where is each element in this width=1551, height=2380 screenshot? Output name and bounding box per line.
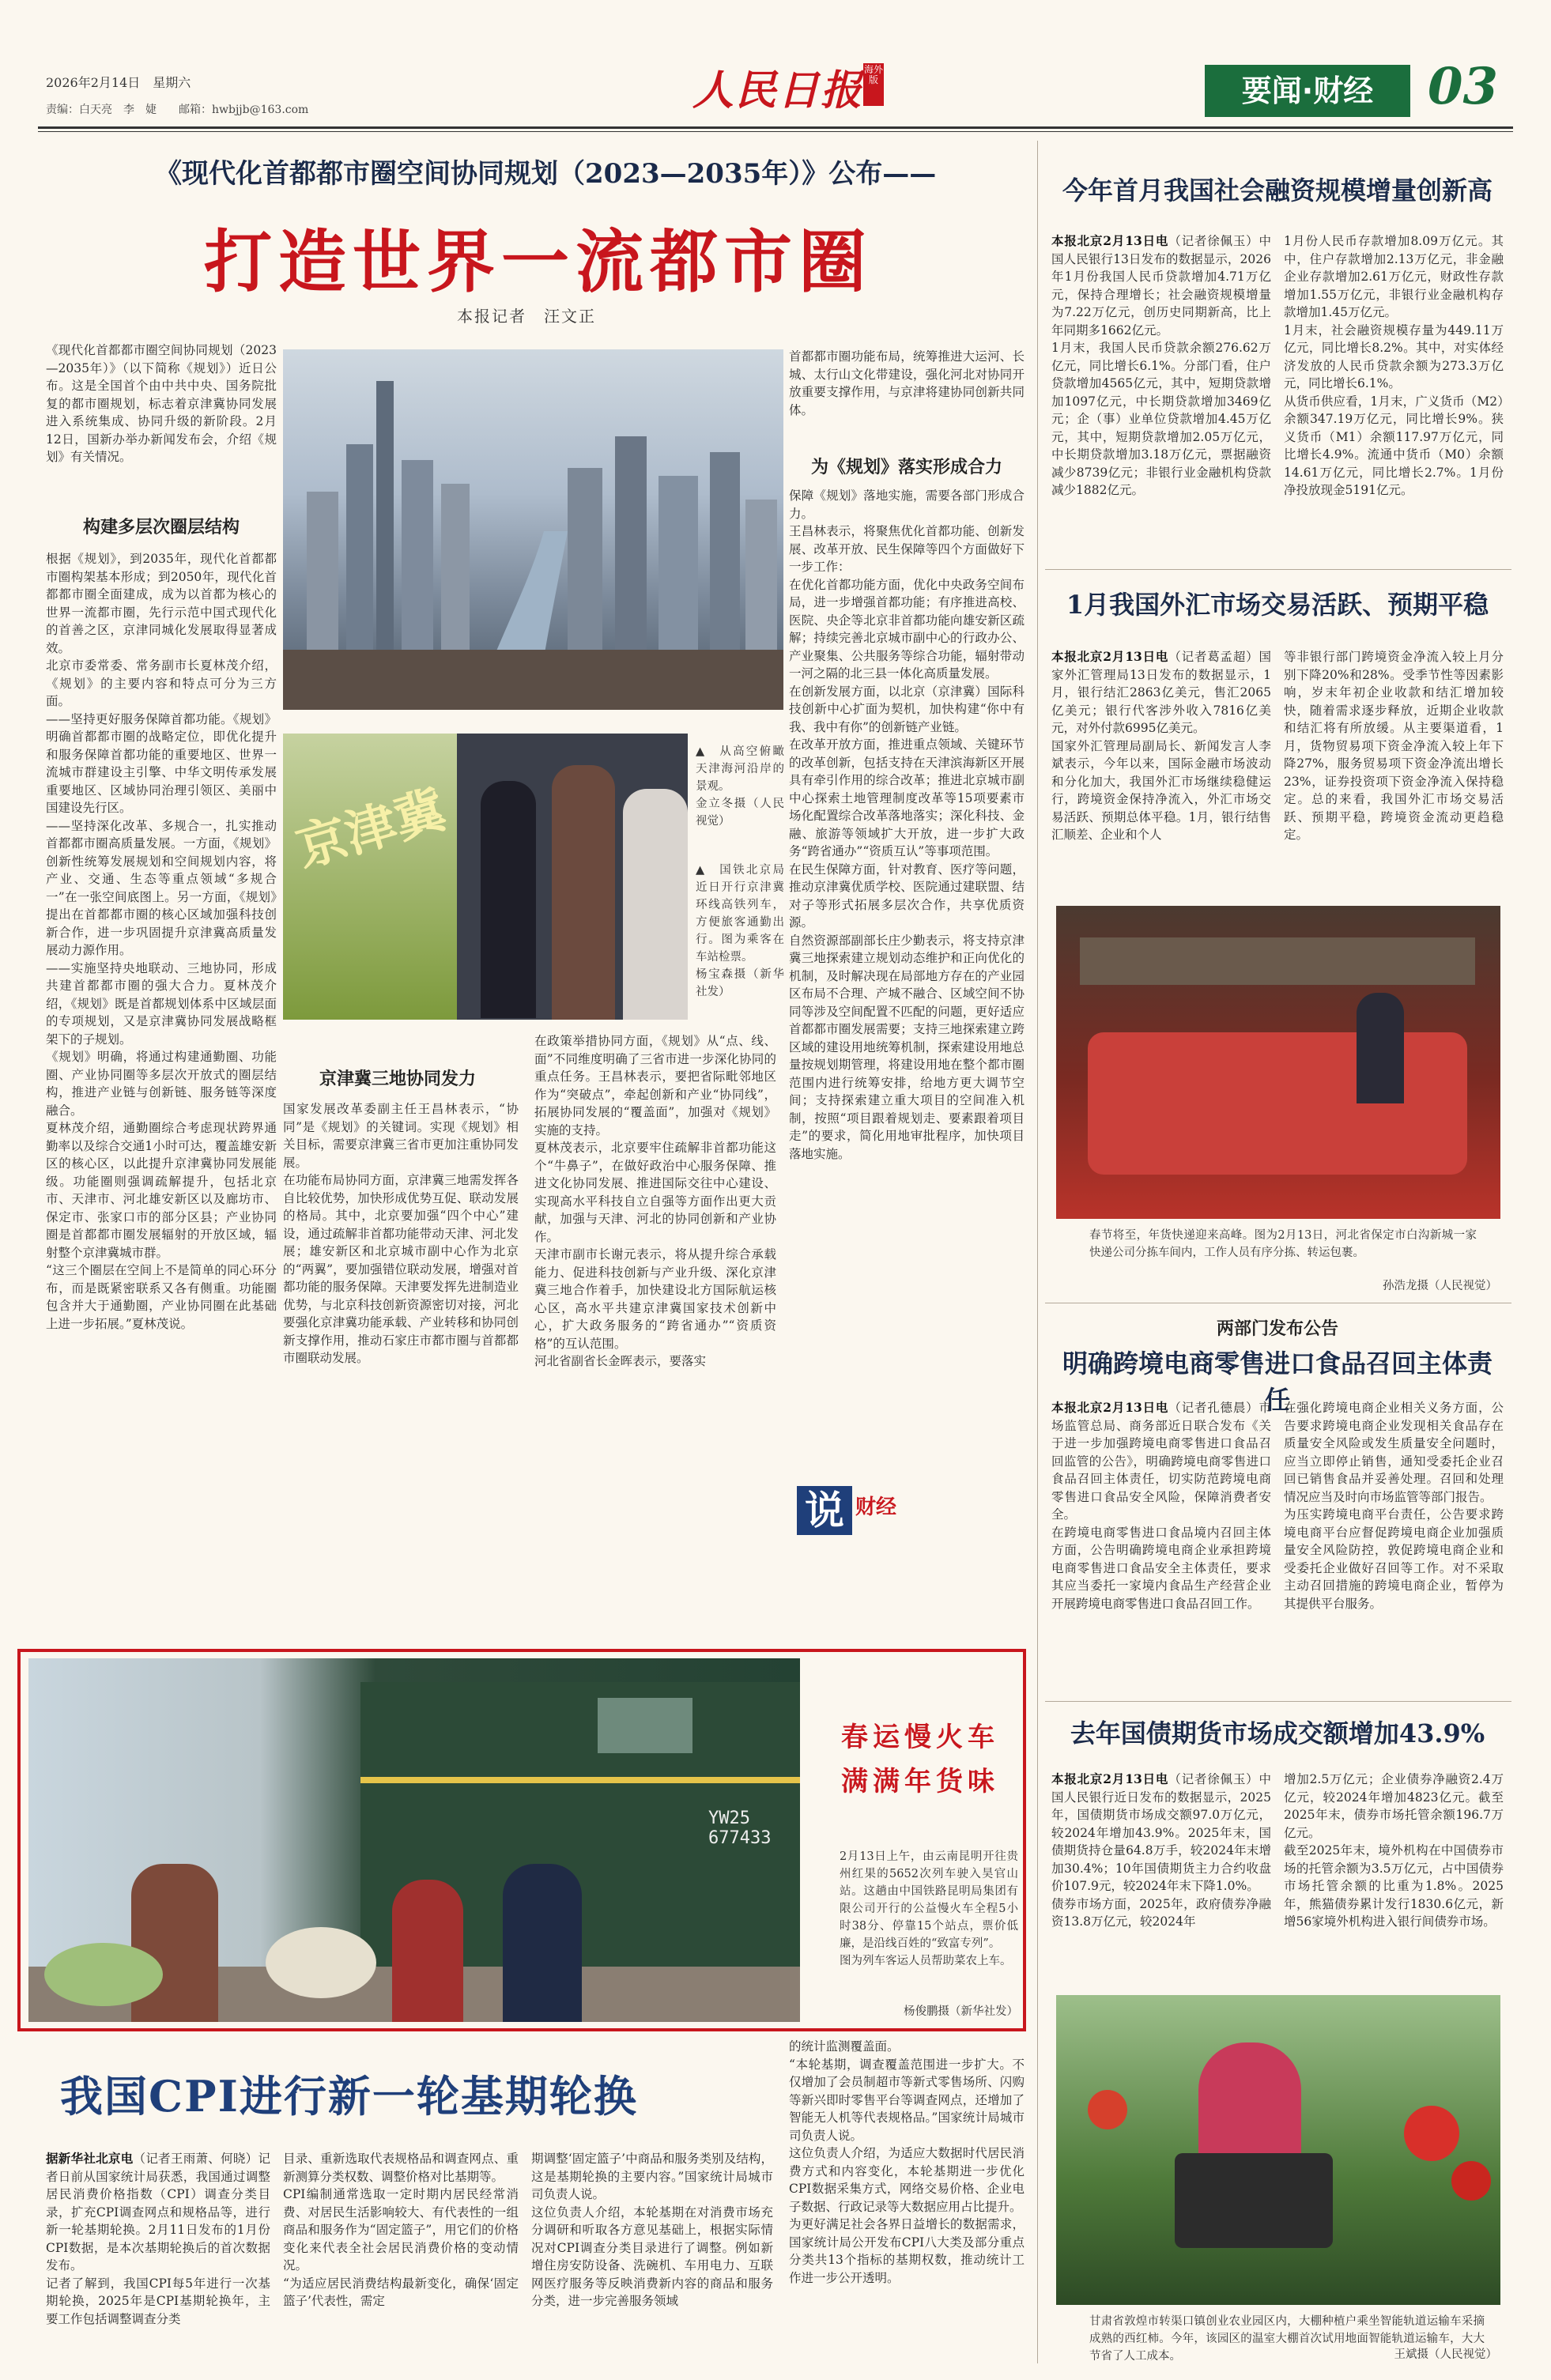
overseas-edition-tag: 海外版 (863, 63, 884, 106)
spring-credit: 杨俊鹏摄（新华社发） (904, 2005, 1018, 2018)
spring-title-2: 满满年货味 (841, 1766, 999, 1797)
car-number: YW25 677433 (708, 1809, 772, 1848)
r3-col2: 在强化跨境电商企业相关义务方面，公告要求跨境电商企业发现相关食品存在质量安全风险或发生质量安全问题时，应当立即停止销售，通知受委托企业召回已销售食品并妥善处理。召回和处理情况应当及时向市场监管等部门报告。 为压实跨境电商平台责任，公告要求跨境电商平台应督促跨境电商企业加强质量安全风险防控，敦促跨境电商企业和受委托企业做好召回等工作。对不采取主动召回措施的跨境电商企业，暂停为其提供平台服务。 (1284, 1401, 1504, 1611)
cpi-col4: 的统计监测覆盖面。 “本轮基期，调查覆盖范围进一步扩大。不仅增加了会员制超市等新式零售场所、闪购等新兴即时零售平台等调查网点，还增加了智能无人机等代表规格品。”国家统计局城市司负责人说。 这位负责人介绍，为适应大数据时代居民消费方式和内容变化，本轮基期进一步优化CPI数据采集方式，网络交易价格、企业电子数据、行政记录等大数据应用占比提升。 为更好满足社会各界日益增长的数据需求，国家统计局公开发布CPI八大类及部分重点分类共13个指标的基期权数，推动统计工作进一步公开透明。 (789, 2039, 1025, 2285)
column-tag-icon: 说 (797, 1486, 852, 1535)
cpi-col1: 据新华社北京电（记者王雨萧、何晓）记者日前从国家统计局获悉，我国通过调整居民消费价格指数（CPI）调查分类目录，扩充CPI调查网点和规格品等，进行新一轮基期轮换。2月11日发布的1月份CPI数据，是本次基期轮换后的首次数据发布。 记者了解到，我国CPI每5年进行一次基期轮换，2025年是CPI基期轮换年，主要工作包括调整调查分类 (46, 2151, 270, 2326)
aerial-city-photo (283, 349, 783, 710)
cpi-col3: 期调整‘固定篮子’中商品和服务类别及结构，这是基期轮换的主要内容。”国家统计局城市司负责人说。 这位负责人介绍，本轮基期在对消费市场充分调研和听取各方意见基础上，根据实际情况对CPI调查分类目录进行了调整。例如新增住房安防设备、洗碗机、车用电力、互联网医疗服务等反映消费新内容的商品和服务分类，进一步完善服务领域 (531, 2152, 773, 2308)
r4-credit: 王斌摄（人民视觉） (1394, 2348, 1497, 2361)
r3-kicker: 两部门发布公告 (1216, 1318, 1338, 1339)
page-number: 03 (1428, 57, 1499, 116)
station-sign: 京津冀 (289, 779, 453, 879)
skyline-illustration (283, 349, 783, 710)
r2-headline: 1月我国外汇市场交易活跃、预期平稳 (1066, 590, 1489, 620)
r3-col1: 本报北京2月13日电（记者孔德晨）市场监管总局、商务部近日联合发布《关于进一步加强跨境电商零售进口食品召回监管的公告》，明确跨境电商零售进口食品召回主体责任，切实防范跨境电商零售进口食品安全风险，保障消费者安全。 在跨境电商零售进口食品境内召回主体方面，公告明确跨境电商企业承担跨境电商零售进口食品安全主体责任，要求其应当委托一家境内食品生产经营企业开展跨境电商零售进口食品召回工作。 (1051, 1400, 1271, 1611)
column-tag-label: 财经 (855, 1496, 897, 1519)
body-col1: 根据《规划》，到2035年，现代化首都都市圈构架基本形成；到2050年，现代化首都都市圈全面建成，成为以首都为核心的世界一流都市圈，先行示范中国式现代化的首善之区，京津同城化发展取得显著成效。 北京市委常委、常务副市长夏林茂介绍，《规划》的主要内容和特点可分为三方面。 ——坚持更好服务保障首都功能。《规划》明确首都都市圈的战略定位，即优化提升和服务保障首都功能的重要地区、世界一流城市群建设主引擎、中华文明传承发展重要地区、区域协同治理引领区、美丽中国建设先行区。 ——坚持深化改革、多规合一，扎实推动首都都市圈高质量发展。一方面，《规划》创新性统筹发展规划和空间规划内容，将产业、交通、生态等重点领域“多规合一”在一张空间底图上。另一方面，《规划》提出在首都都市圈的核心区域加强科技创新合作，进一步巩固提升京津冀高质量发展动力源作用。 ——实施坚持央地联动、三地协同，形成共建首都都市圈的强大合力。夏林茂介绍，《规划》既是首都规划体系中区域层面的专项规划，又是京津冀协同发展战略框架下的子规划。 《规划》明确，将通过构建通勤圈、功能圈、产业协同圈等多层次开放式的圈层结构，推进产业链与创新链、服务链等深度融合。 夏林茂介绍，通勤圈综合考虑现状跨界通勤率以及综合交通1小时可达，覆盖雄安新区的核心区，以此提升京津冀协同发展能级。功能圈则强调疏解提升，包括北京市、天津市、河北雄安新区以及廊坊市、保定市、张家口市的部分区县；产业协同圈是首都都市圈发展辐射的开放区域，辐射整个京津冀城市群。 “这三个圈层在空间上不是简单的同心环分布，而是既紧密联系又各有侧重。功能圈包含并大于通勤圈，产业协同圈在此基础上进一步拓展。”夏林茂说。 (46, 552, 277, 1331)
cpi-dateline: 据新华社北京电 (46, 2151, 134, 2166)
body-col2: 国家发展改革委副主任王昌林表示，“协同”是《规划》的关键词。实现《规划》相关目标，需要京津冀三省市更加注重协同发展。 在功能布局协同方面，京津冀三地需发挥各自比较优势，加快形成优势互促、联动发展的格局。其中，北京要加强“四个中心”建设，通过疏解非首都功能带动天津、河北发展；雄安新区和北京城市副中心作为北京的“两翼”，要加强错位联动发展，增强对首都功能的服务保障。天津要发挥先进制造业优势，与北京科技创新资源密切对接，河北要强化京津冀功能承载、产业转移和协同创新支撑作用，推动石家庄市都市圈与首都都市圈联动发展。 (283, 1102, 519, 1365)
station-photo (283, 734, 688, 1020)
r2-col2: 等非银行部门跨境资金净流入较上月分别下降20%和28%。受季节性等因素影响，岁末年初企业收款和结汇增加较快，随着需求逐步释放，近期企业收款和结汇将有所放缓。从主要渠道看，1月，货物贸易项下资金净流入较上年下降27%，服务贸易项下资金净流出增长23%，证券投资项下资金净流入保持稳定。总的来看，我国外汇市场交易活跃、预期平稳，跨境资金流动更趋稳定。 (1284, 650, 1504, 842)
r1-col1: 本报北京2月13日电（记者徐佩玉）中国人民银行13日发布的数据显示，2026年1月份我国人民币贷款增加4.71万亿元，保持合理增长；社会融资规模增量为7.22万亿元，创历史同期新高，比上年同期多1662亿元。 1月末，我国人民币贷款余额276.62万亿元，同比增长6.1%。分部门看，住户贷款增加4565亿元，其中，短期贷款增加1097亿元，中长期贷款增加3469亿元；企（事）业单位贷款增加4.45万亿元，其中，短期贷款增加2.05万亿元，中长期贷款增加3.18万亿元，票据融资减少8739亿元；非银行业金融机构贷款减少1882亿元。 (1051, 233, 1271, 497)
r4-dateline: 本报北京2月13日电 (1051, 1771, 1169, 1786)
editor-line: 责编：白天亮 李 婕 邮箱：hwbjjb@163.com (46, 104, 309, 116)
tomato-greenhouse-photo (1056, 1995, 1500, 2305)
kicker: 《现代化首都都市圈空间协同规划（2023—2035年）》公布—— (155, 158, 937, 190)
subhead-2: 京津冀三地协同发力 (319, 1069, 476, 1089)
byline: 本报记者 汪文正 (457, 307, 596, 326)
r2-credit: 孙浩龙摄（人民视觉） (1383, 1280, 1497, 1292)
r3-headline: 明确跨境电商零售进口食品召回主体责任 (1062, 1348, 1493, 1415)
r2-dateline: 本报北京2月13日电 (1051, 649, 1169, 664)
r4-col2: 增加2.5万亿元；企业债券净融资2.4万亿元，较2024年增加4823亿元。截至2025年末，债券市场托管余额196.7万亿元。 截至2025年末，境外机构在中国债券市场的托管余额为3.5万亿元，占中国债券市场托管余额的比重为1.8%。2025年，熊猫债券累计发行1830.6亿元，新增56家境外机构进入银行间债券市场。 (1284, 1772, 1504, 1929)
spring-title-1: 春运慢火车 (841, 1722, 999, 1753)
r1-dateline: 本报北京2月13日电 (1051, 233, 1169, 248)
photo-caption-2: ▲ 国铁北京局近日开行京津冀环线高铁列车，方便旅客通勤出行。图为乘客在车站检票。 杨宝森摄（新华社发） (696, 864, 784, 998)
r1-col2: 1月份人民币存款增加8.09万亿元。其中，住户存款增加2.13万亿元，非金融企业存款增加2.61万亿元，财政性存款增加1.55万亿元，非银行业金融机构存款增加1.45万亿元。 1月末，社会融资规模存量为449.11万亿元，同比增长8.2%。其中，对实体经济发放的人民币贷款余额为273.3万亿元，同比增长6.1%。 从货币供应看，1月末，广义货币（M2）余额347.19万亿元，同比增长9%。狭义货币（M1）余额117.97万亿元，同比增长4.9%。流通中货币（M0）余额14.61万亿元，同比增长2.7%。1月份净投放现金5191亿元。 (1284, 234, 1504, 497)
section-label: 要闻·财经 (1205, 65, 1410, 117)
body-intro: 《现代化首都都市圈空间协同规划（2023—2035年）》（以下简称《规划》）近日公布。这是全国首个由中共中央、国务院批复的都市圈规划，标志着京津冀协同发展进入系统集成、协同升级的新阶段。2月12日，国新办举办新闻发布会，介绍《规划》有关情况。 (46, 343, 277, 464)
express-sorting-photo (1056, 906, 1500, 1219)
cpi-headline: 我国CPI进行新一轮基期轮换 (60, 2071, 638, 2122)
r2-caption: 春节将至，年货快递迎来高峰。图为2月13日，河北省保定市白沟新城一家快递公司分拣车间内，工作人员有序分拣、转运包裹。 (1089, 1229, 1477, 1259)
r4-headline: 去年国债期货市场成交额增加43.9% (1070, 1718, 1485, 1748)
r3-dateline: 本报北京2月13日电 (1051, 1400, 1169, 1415)
photo-caption-1: ▲ 从高空俯瞰天津海河沿岸的景观。 金立冬摄（人民视觉） (696, 745, 784, 828)
r4-caption: 甘肃省敦煌市转渠口镇创业农业园区内，大棚种植户乘坐智能轨道运输车采摘成熟的西红柿。今年，该园区的温室大棚首次试用地面智能轨道运输车，大大节省了人工成本。 (1089, 2315, 1485, 2363)
subhead-1: 构建多层次圈层结构 (82, 518, 240, 537)
r2-col1: 本报北京2月13日电（记者葛孟超）国家外汇管理局13日发布的数据显示，1月，银行结汇2863亿美元，售汇2065亿美元；银行代客涉外收入7816亿美元，对外付款6995亿美元。 国家外汇管理局副局长、新闻发言人李斌表示，今年以来，国际金融市场波动和分化加大，我国外汇市场继续稳健运行，跨境资金保持净流入，外汇市场交易活跃、预期总体平稳。1月，银行结售汇顺差、企业和个人 (1051, 649, 1271, 842)
body-col3: 在政策举措协同方面，《规划》从“点、线、面”不同维度明确了三省市进一步深化协同的重点任务。王昌林表示，要把省际毗邻地区作为“突破点”，牵起创新和产业“协同线”，拓展协同发展的“覆盖面”，加强对《规划》实施的支持。 夏林茂表示，北京要牢住疏解非首都功能这个“牛鼻子”，在做好政治中心服务保障、推进文化协同发展、推进国际交往中心建设、实现高水平科技自立自强等方面作出更大贡献，加强与天津、河北的协同创新和产业协作。 天津市副市长谢元表示，将从提升综合承载能力、促进科技创新与产业升级、深化京津冀三地合作着手，加快建设北方国际航运核心区，高水平共建京津冀国家技术创新中心，扩大政务服务的“跨省通办”“资质资格”的互认范围。 河北省副省长金晖表示，要落实 (534, 1034, 776, 1368)
main-headline: 打造世界一流都市圈 (204, 222, 873, 302)
slow-train-photo (28, 1658, 800, 2022)
subhead-3: 为《规划》落实形成合力 (810, 458, 1002, 477)
body-col4-top: 首都都市圈功能布局，统筹推进大运河、长城、太行山文化带建设，强化河北对协同开放重要支撑作用，与京津将建协同创新共同体。 (789, 349, 1025, 417)
cpi-col2: 目录、重新选取代表规格品和调查网点、重新测算分类权数、调整价格对比基期等。 CPI编制通常选取一定时期内居民经常消费、对居民生活影响较大、有代表性的一组商品和服务作为“固定篮子”，用它们的价格变化来代表全社会居民消费价格的变动情况。 “为适应居民消费结构最新变化，确保‘固定篮子’代表性，需定 (283, 2152, 519, 2308)
r1-headline: 今年首月我国社会融资规模增量创新高 (1062, 175, 1493, 206)
spring-caption: 2月13日上午，由云南昆明开往贵州红果的5652次列车驶入昊官山站。这趟由中国铁路昆明局集团有限公司开行的公益慢火车全程5小时38分、停靠15个站点，票价低廉，是沿线百姓的“致富专列”。 图为列车客运人员帮助菜农上车。 (840, 1850, 1018, 1967)
r4-col1: 本报北京2月13日电（记者徐佩玉）中国人民银行近日发布的数据显示，2025年，国债期货市场成交额97.0万亿元，较2024年增加43.9%。2025年末，国债期货持仓量64.8万手，较2024年末增加30.4%；10年国债期货主力合约收盘价107.9元，较2024年末下降1.0%。 债券市场方面，2025年，政府债券净融资13.8万亿元，较2024年 (1051, 1771, 1271, 1929)
masthead-logo: 人民日报 (692, 66, 864, 115)
issue-date: 2026年2月14日 星期六 (46, 75, 191, 90)
body-col4: 保障《规划》落地实施，需要各部门形成合力。 王昌林表示，将聚焦优化首都功能、创新发展、改革开放、民生保障等四个方面做好下一步工作： 在优化首都功能方面，优化中央政务空间布局，进一步增强首都功能；有序推进高校、医院、央企等北京非首都功能向雄安新区疏解；持续完善北京城市副中心的行政办公、产业聚集、公共服务等综合功能，辐射带动一河之隔的北三县一体化高质量发展。 在创新发展方面，以北京（京津冀）国际科技创新中心扩面为契机，加快构建“你中有我、我中有你”的创新链产业链。 在改革开放方面，推进重点领域、关键环节的改革创新，包括支持在天津滨海新区开展具有牵引作用的综合改革；推进北京城市副中心探索土地管理制度改革等15项要素市场化配置综合改革落地落实；深化科技、金融、旅游等领域扩大开放，进一步扩大政务“跨省通办”“资质互认”等事项范围。 在民生保障方面，针对教育、医疗等问题，推动京津冀优质学校、医院通过建联盟、结对子等形式拓展多层次合作，共享优质资源。 自然资源部副部长庄少勤表示，将支持京津冀三地探索建立规划动态维护和正向优化的机制，及时解决现在局部地方存在的产业园区布局不合理、产城不融合、区域空间不协同等涉及空间配置不匹配的问题，更好适应首都都市圈发展需要；支持三地探索建立跨区域的建设用地统筹机制，探索建设用地总量按规划期管理，将建设用地在整个都市圈范围内进行统筹安排，给地方更大调节空间；支持探索建立重大项目的空间准入机制，按照“项目跟着规划走、要素跟着项目走”的要求，简化用地审批程序，加快项目落地实施。 (789, 488, 1025, 1161)
